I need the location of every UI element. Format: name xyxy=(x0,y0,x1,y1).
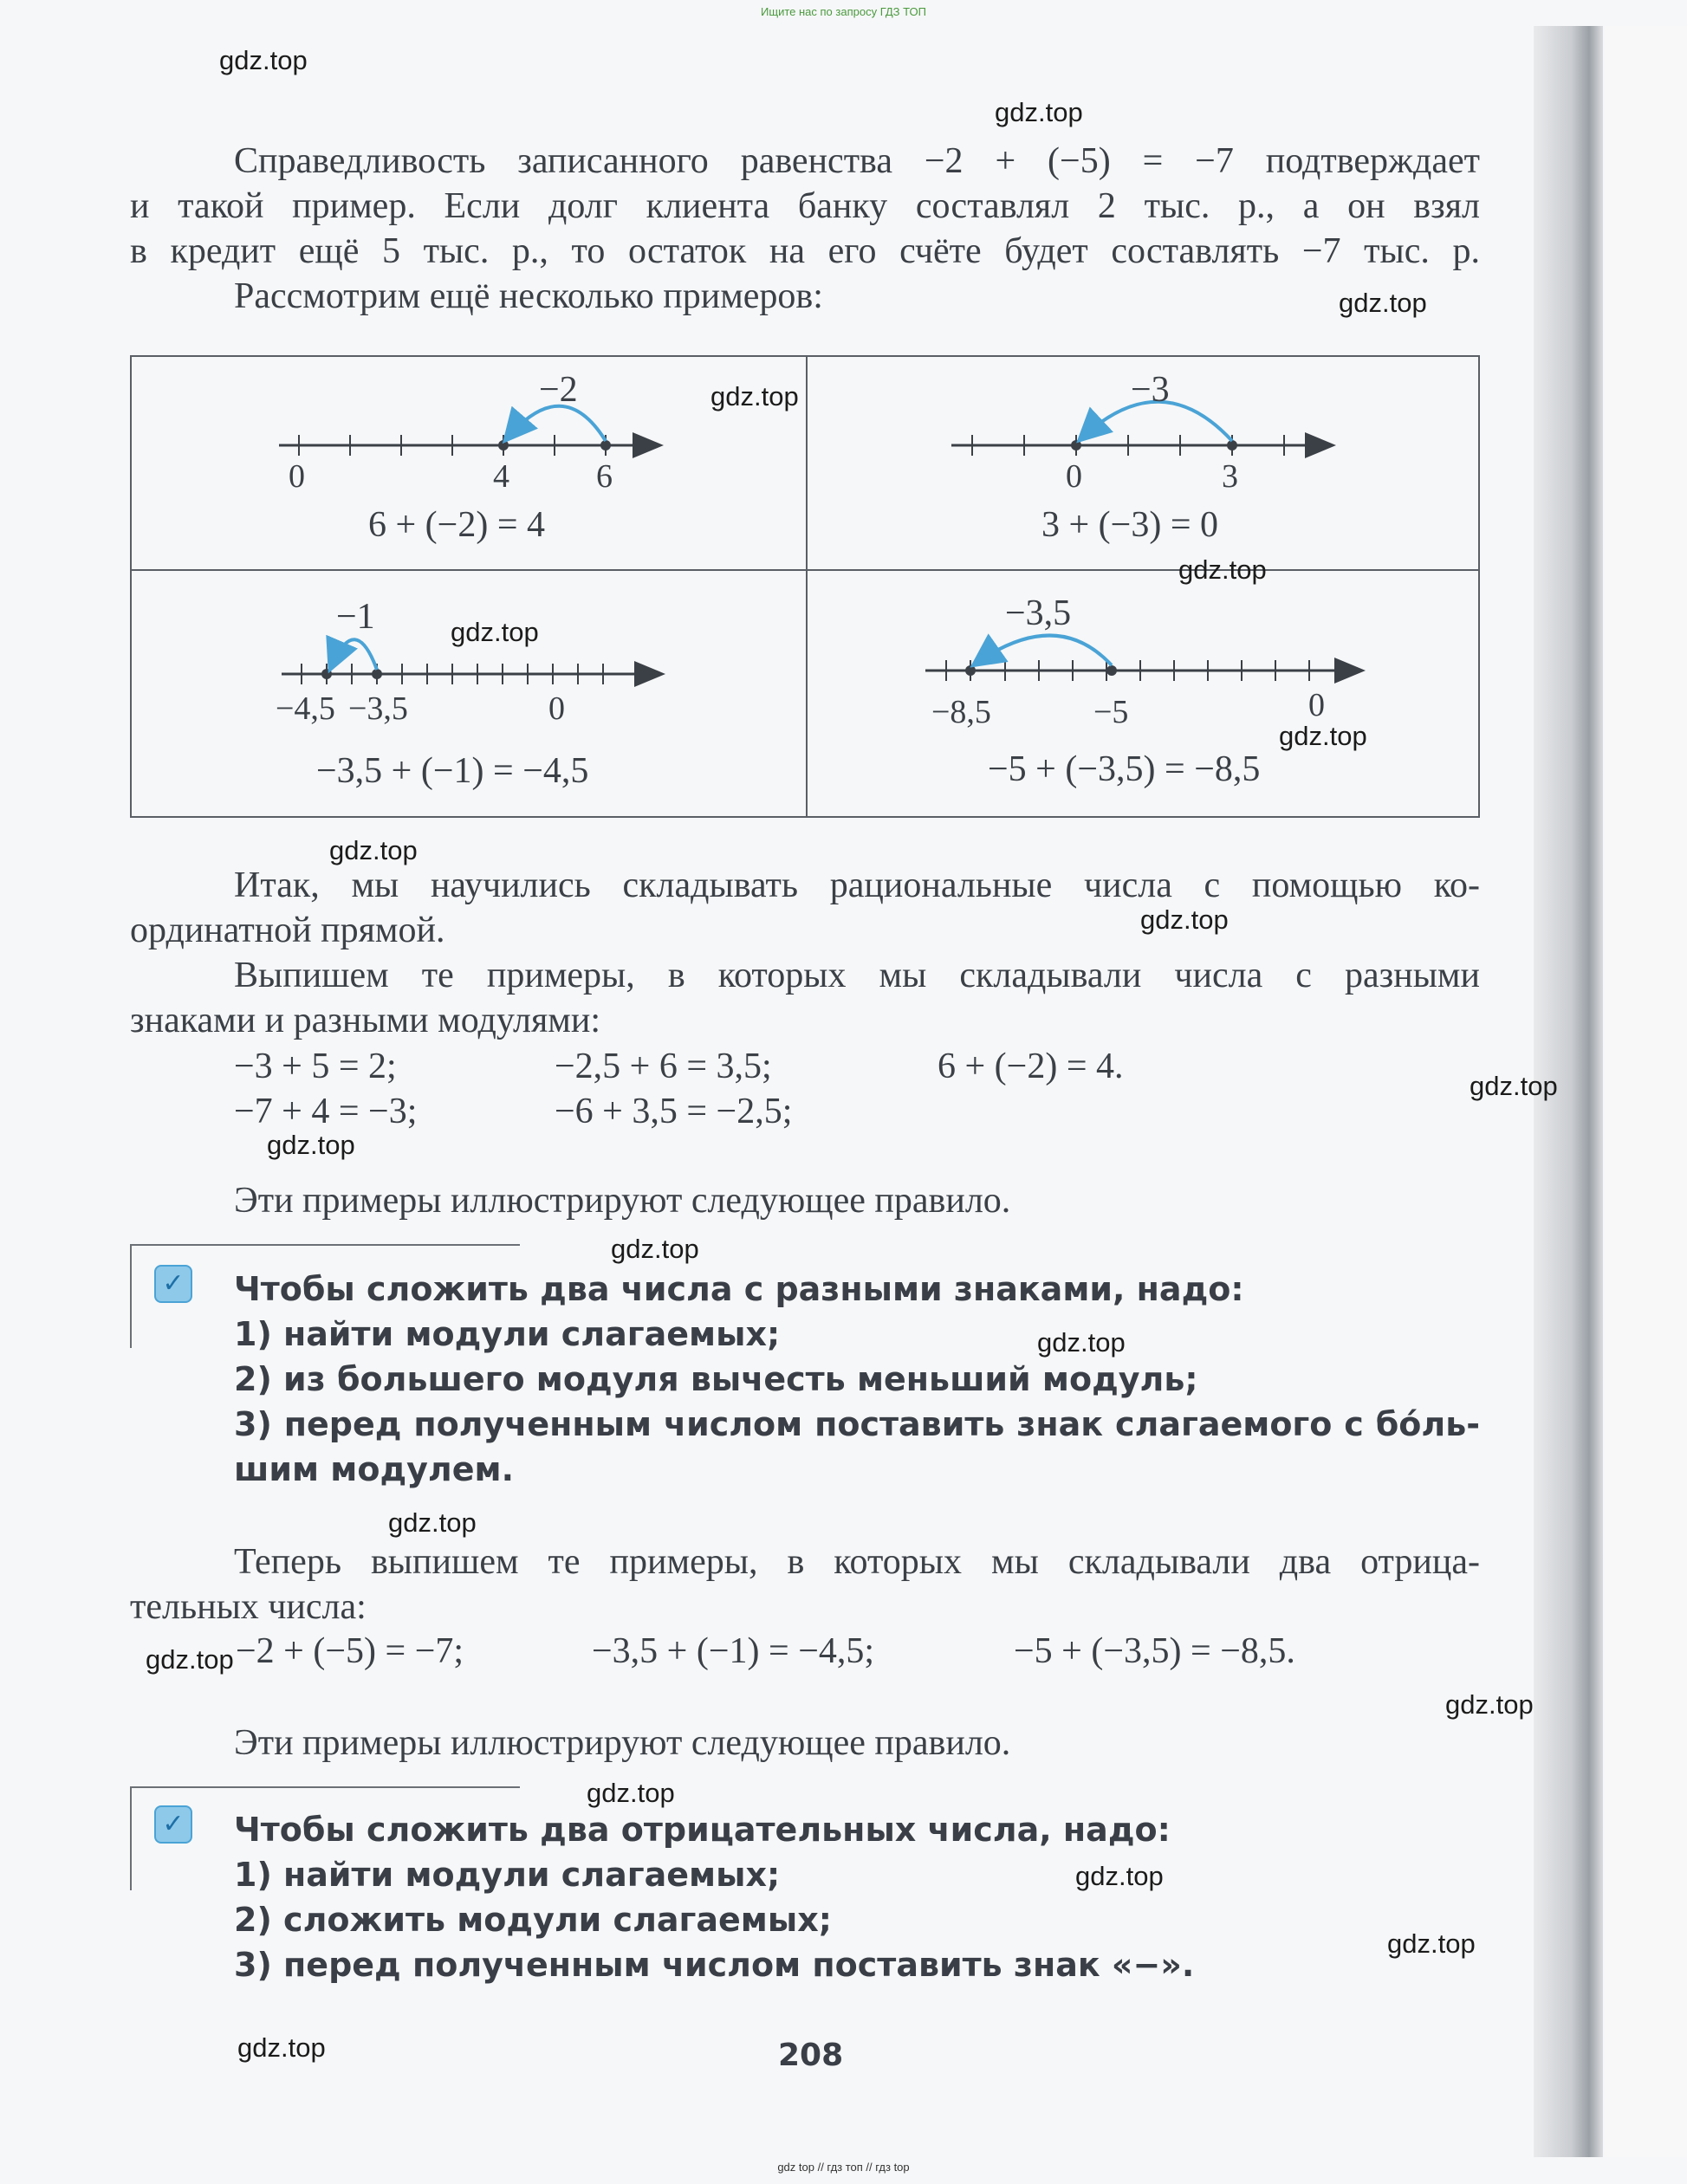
equation: 3 + (−3) = 0 xyxy=(1041,505,1219,545)
rule-box-2-side xyxy=(130,1786,132,1890)
rule-1-step: 2) из большего модуля вычесть меньший модуль; xyxy=(234,1360,1198,1398)
footer-note: gdz top // гдз топ // гдз top xyxy=(777,2161,910,2174)
point-marker xyxy=(1106,665,1117,676)
rule-2-heading: Чтобы сложить два отрицательных числа, надо: xyxy=(234,1811,1171,1849)
watermark: gdz.top xyxy=(1470,1071,1558,1101)
watermark: gdz.top xyxy=(237,2032,326,2063)
paragraph-line: и такой пример. Если долг клиента банку составлял 2 тыс. р., а он взял xyxy=(130,186,1480,226)
checkmark-icon: ✓ xyxy=(154,1265,192,1303)
example-equation: −3 + 5 = 2; xyxy=(234,1047,397,1086)
tick-label: −4,5 xyxy=(276,690,335,727)
jump-arrow xyxy=(507,406,606,441)
watermark: gdz.top xyxy=(1445,1689,1534,1720)
rule-1-step: шим модулем. xyxy=(234,1450,514,1488)
tick-label: 0 xyxy=(1066,458,1082,495)
example-equation: −5 + (−3,5) = −8,5. xyxy=(1014,1631,1295,1671)
point-marker xyxy=(498,440,509,450)
tick-label: −3,5 xyxy=(348,690,408,727)
paragraph-line: Выпишем те примеры, в которых мы складывали числа с разными xyxy=(234,956,1480,995)
rule-2-step: 3) перед полученным числом поставить знак «−». xyxy=(234,1946,1195,1984)
watermark: gdz.top xyxy=(1279,721,1367,751)
equation: 6 + (−2) = 4 xyxy=(368,505,546,545)
jump-arrow xyxy=(331,639,377,670)
example-equation: −2,5 + 6 = 3,5; xyxy=(555,1047,772,1086)
watermark: gdz.top xyxy=(1037,1327,1126,1358)
tick-label: 0 xyxy=(548,690,565,727)
paragraph-line: Рассмотрим ещё несколько примеров: xyxy=(234,276,823,316)
tick-label: 6 xyxy=(596,458,613,495)
paragraph-4 xyxy=(130,953,1480,1043)
tick-label: −5 xyxy=(1093,694,1129,730)
point-marker xyxy=(372,669,382,679)
watermark: gdz.top xyxy=(1339,288,1427,318)
watermark: gdz.top xyxy=(1387,1928,1476,1959)
number-lines xyxy=(0,0,1687,866)
rule-box-2 xyxy=(130,1786,520,1788)
tick-label: 0 xyxy=(289,458,305,495)
paragraph-line: Итак, мы научились складывать рациональные числа с помощью ко- xyxy=(234,865,1480,905)
watermark: gdz.top xyxy=(388,1507,477,1538)
tick-label: 4 xyxy=(493,458,509,495)
paragraph-line: ординатной прямой. xyxy=(130,911,445,950)
page-number: 208 xyxy=(778,2038,844,2073)
watermark: gdz.top xyxy=(587,1778,675,1808)
watermark: gdz.top xyxy=(219,45,308,75)
rule-box-1-side xyxy=(130,1244,132,1348)
step-label: −1 xyxy=(336,597,375,637)
paragraph-line: тельных числа: xyxy=(130,1587,367,1627)
point-marker xyxy=(1071,440,1081,450)
watermark: gdz.top xyxy=(451,617,539,647)
paragraph-line: в кредит ещё 5 тыс. р., то остаток на его счёте будет составлять −7 тыс. р. xyxy=(130,231,1480,271)
watermark: gdz.top xyxy=(329,835,418,865)
example-equation: −7 + 4 = −3; xyxy=(234,1092,418,1131)
example-equation: −3,5 + (−1) = −4,5; xyxy=(592,1631,875,1671)
watermark: gdz.top xyxy=(1075,1861,1164,1891)
step-label: −2 xyxy=(539,370,578,410)
paragraph-line: Эти примеры иллюстрируют следующее правило. xyxy=(234,1181,1011,1221)
rule-2-step: 1) найти модули слагаемых; xyxy=(234,1856,781,1894)
paragraph-line: знаками и разными модулями: xyxy=(130,1001,601,1040)
tick-label: 3 xyxy=(1222,458,1238,495)
watermark: gdz.top xyxy=(146,1644,234,1675)
watermark: gdz.top xyxy=(611,1234,699,1264)
jump-arrow xyxy=(976,635,1112,665)
watermark: gdz.top xyxy=(267,1130,355,1160)
example-equation: −6 + 3,5 = −2,5; xyxy=(555,1092,793,1131)
point-marker xyxy=(321,669,332,679)
rule-1-step: 1) найти модули слагаемых; xyxy=(234,1315,781,1353)
paragraph-line: Справедливость записанного равенства −2 + (−5) = −7 подтверждает xyxy=(234,141,1480,181)
rule-box-1 xyxy=(130,1244,520,1246)
tick-label: 0 xyxy=(1308,687,1325,723)
watermark: gdz.top xyxy=(710,381,799,412)
checkmark-icon: ✓ xyxy=(154,1805,192,1844)
paragraph-line: Теперь выпишем те примеры, в которых мы складывали два отрица- xyxy=(234,1542,1480,1582)
step-label: −3,5 xyxy=(1005,593,1072,633)
equation: −5 + (−3,5) = −8,5 xyxy=(988,749,1261,789)
number-line-bottom-right xyxy=(925,635,1360,681)
paragraph-line: Эти примеры иллюстрируют следующее правило. xyxy=(234,1723,1011,1763)
point-marker xyxy=(1227,440,1237,450)
number-line-top-left xyxy=(279,406,659,456)
watermark: gdz.top xyxy=(995,97,1083,127)
example-equation: −2 + (−5) = −7; xyxy=(236,1631,464,1671)
watermark: gdz.top xyxy=(1178,554,1267,585)
point-marker xyxy=(965,665,976,676)
tick-label: −8,5 xyxy=(931,694,991,730)
watermark: gdz.top xyxy=(1140,904,1229,935)
rule-2-step: 2) сложить модули слагаемых; xyxy=(234,1901,832,1939)
equation: −3,5 + (−1) = −4,5 xyxy=(316,751,589,791)
rule-1-heading: Чтобы сложить два числа с разными знаками, надо: xyxy=(234,1270,1244,1308)
illustrate-text-1 xyxy=(234,1178,1010,1223)
header-note: Ищите нас по запросу ГДЗ ТОП xyxy=(761,5,926,18)
example-equation: 6 + (−2) = 4. xyxy=(938,1047,1124,1086)
step-label: −3 xyxy=(1131,370,1170,410)
rule-1-step: 3) перед полученным числом поставить знак слагаемого с бо́ль- xyxy=(234,1405,1480,1443)
illustrate-text-2 xyxy=(234,1721,1010,1766)
paragraph-3 xyxy=(130,863,1480,953)
paragraph-5 xyxy=(130,1539,1480,1630)
point-marker xyxy=(600,440,611,450)
